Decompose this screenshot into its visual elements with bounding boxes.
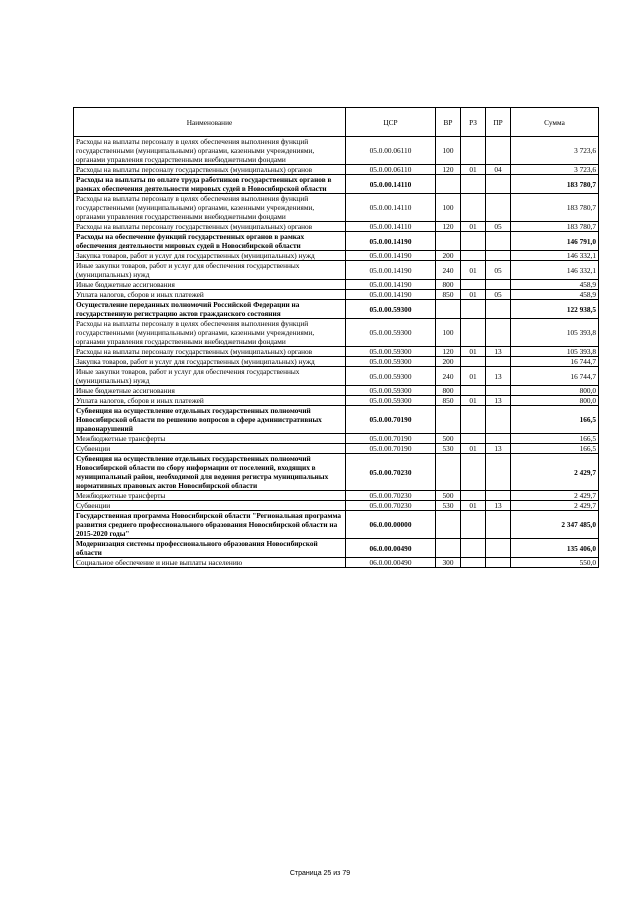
cell-pr — [486, 137, 511, 165]
table-row — [74, 280, 599, 290]
page-number: Страница 25 из 79 — [289, 870, 351, 877]
cell-name: Государственная программа Новосибирской области "Региональная программа развития среднего профессионального образования Новосибирской области на 2015-2020 годы" — [74, 511, 346, 539]
cell-csr: 05.0.00.59300 — [346, 357, 436, 367]
cell-pr: 05 — [486, 222, 511, 232]
header-vr: ВР — [436, 108, 461, 137]
cell-sum: 135 406,0 — [511, 539, 599, 558]
table-row — [74, 232, 599, 251]
cell-name: Расходы на выплаты персоналу государственных (муниципальных) органов — [74, 222, 346, 232]
header-csr: ЦСР — [346, 108, 436, 137]
cell-pr — [486, 434, 511, 444]
cell-name: Закупка товаров, работ и услуг для государственных (муниципальных) нужд — [74, 251, 346, 261]
cell-vr — [436, 300, 461, 319]
cell-rz — [461, 491, 486, 501]
cell-pr: 13 — [486, 444, 511, 454]
cell-vr: 100 — [436, 319, 461, 347]
cell-pr — [486, 194, 511, 222]
cell-rz — [461, 511, 486, 539]
cell-rz: 01 — [461, 261, 486, 280]
cell-name: Модернизация системы профессионального образования Новосибирской области — [74, 539, 346, 558]
cell-sum: 800,0 — [511, 386, 599, 396]
header-rz: РЗ — [461, 108, 486, 137]
cell-sum: 183 780,7 — [511, 222, 599, 232]
cell-name: Иные бюджетные ассигнования — [74, 386, 346, 396]
cell-csr: 05.0.00.59300 — [346, 396, 436, 406]
cell-sum: 800,0 — [511, 396, 599, 406]
cell-name: Субвенция на осуществление отдельных государственных полномочий Новосибирской области по решению вопросов в сфере административных правонарушений — [74, 406, 346, 434]
cell-sum: 166,5 — [511, 406, 599, 434]
cell-vr: 100 — [436, 137, 461, 165]
cell-vr: 300 — [436, 558, 461, 568]
cell-vr — [436, 539, 461, 558]
cell-sum: 146 791,0 — [511, 232, 599, 251]
table-body — [74, 137, 599, 568]
cell-sum: 3 723,6 — [511, 137, 599, 165]
table-row — [74, 396, 599, 406]
cell-pr — [486, 491, 511, 501]
cell-rz: 01 — [461, 222, 486, 232]
table-row — [74, 165, 599, 175]
cell-sum: 16 744,7 — [511, 367, 599, 386]
cell-csr: 05.0.00.70190 — [346, 444, 436, 454]
cell-rz — [461, 300, 486, 319]
cell-csr: 05.0.00.06110 — [346, 137, 436, 165]
cell-csr: 05.0.00.59300 — [346, 319, 436, 347]
cell-name: Осуществление переданных полномочий Российской Федерации на государственную регистрацию актов гражданского состояния — [74, 300, 346, 319]
cell-sum: 458,9 — [511, 280, 599, 290]
cell-rz — [461, 251, 486, 261]
cell-name: Расходы на выплаты персоналу государственных (муниципальных) органов — [74, 165, 346, 175]
cell-csr: 05.0.00.70230 — [346, 491, 436, 501]
cell-csr: 05.0.00.70190 — [346, 434, 436, 444]
cell-vr: 120 — [436, 347, 461, 357]
header-name: Наименование — [74, 108, 346, 137]
table-row — [74, 367, 599, 386]
table-row — [74, 261, 599, 280]
cell-pr — [486, 558, 511, 568]
table-row — [74, 347, 599, 357]
cell-rz — [461, 558, 486, 568]
cell-csr: 05.0.00.70230 — [346, 501, 436, 511]
cell-pr — [486, 175, 511, 194]
cell-sum: 2 429,7 — [511, 454, 599, 491]
cell-csr: 05.0.00.70230 — [346, 454, 436, 491]
cell-sum: 550,0 — [511, 558, 599, 568]
cell-rz: 01 — [461, 396, 486, 406]
cell-name: Расходы на обеспечение функций государственных органов в рамках обеспечения деятельности мировых судей в Новосибирской области — [74, 232, 346, 251]
cell-sum: 146 332,1 — [511, 251, 599, 261]
table-row — [74, 386, 599, 396]
cell-rz — [461, 232, 486, 251]
cell-csr: 05.0.00.59300 — [346, 300, 436, 319]
cell-name: Уплата налогов, сборов и иных платежей — [74, 396, 346, 406]
cell-name: Иные бюджетные ассигнования — [74, 280, 346, 290]
cell-vr: 800 — [436, 280, 461, 290]
cell-csr: 05.0.00.14190 — [346, 251, 436, 261]
cell-pr — [486, 319, 511, 347]
cell-sum: 122 938,5 — [511, 300, 599, 319]
cell-sum: 183 780,7 — [511, 175, 599, 194]
cell-rz — [461, 386, 486, 396]
cell-name: Расходы на выплаты по оплате труда работников государственных органов в рамках обеспечения деятельности мировых судей в Новосибирской области — [74, 175, 346, 194]
table-row — [74, 222, 599, 232]
cell-rz — [461, 357, 486, 367]
cell-rz — [461, 454, 486, 491]
cell-vr: 850 — [436, 396, 461, 406]
cell-csr: 06.0.00.00000 — [346, 511, 436, 539]
cell-name: Расходы на выплаты персоналу в целях обеспечения выполнения функций государственными (муниципальными) органами, казенными учреждениями, органами управления государственными внебюджетными фондами — [74, 137, 346, 165]
cell-vr: 120 — [436, 222, 461, 232]
cell-rz — [461, 539, 486, 558]
cell-pr — [486, 251, 511, 261]
cell-csr: 05.0.00.14110 — [346, 175, 436, 194]
cell-vr: 800 — [436, 386, 461, 396]
cell-pr — [486, 232, 511, 251]
cell-name: Межбюджетные трансферты — [74, 434, 346, 444]
table-row — [74, 501, 599, 511]
cell-pr — [486, 454, 511, 491]
cell-vr: 240 — [436, 367, 461, 386]
cell-name: Субвенция на осуществление отдельных государственных полномочий Новосибирской области по сбору информации от поселений, входящих в муниципальный район, необходимой для ведения регистра муниципальных нормативных правовых актов Новосибирской области — [74, 454, 346, 491]
cell-csr: 05.0.00.14110 — [346, 194, 436, 222]
cell-rz — [461, 406, 486, 434]
cell-csr: 05.0.00.14190 — [346, 232, 436, 251]
table-row — [74, 300, 599, 319]
cell-pr: 13 — [486, 396, 511, 406]
cell-pr: 05 — [486, 290, 511, 300]
table-row — [74, 558, 599, 568]
table-row — [74, 175, 599, 194]
cell-name: Закупка товаров, работ и услуг для государственных (муниципальных) нужд — [74, 357, 346, 367]
cell-pr — [486, 511, 511, 539]
cell-name: Уплата налогов, сборов и иных платежей — [74, 290, 346, 300]
cell-sum: 146 332,1 — [511, 261, 599, 280]
header-sum: Сумма — [511, 108, 599, 137]
cell-vr: 120 — [436, 165, 461, 175]
cell-name: Субвенции — [74, 444, 346, 454]
cell-sum: 105 393,8 — [511, 347, 599, 357]
cell-pr: 13 — [486, 501, 511, 511]
cell-vr: 530 — [436, 444, 461, 454]
cell-vr: 850 — [436, 290, 461, 300]
cell-pr — [486, 386, 511, 396]
table-row — [74, 511, 599, 539]
cell-vr: 200 — [436, 251, 461, 261]
cell-rz — [461, 319, 486, 347]
cell-rz: 01 — [461, 347, 486, 357]
cell-sum: 105 393,8 — [511, 319, 599, 347]
cell-sum: 2 429,7 — [511, 491, 599, 501]
cell-csr: 05.0.00.14190 — [346, 290, 436, 300]
table-row — [74, 319, 599, 347]
table-header-row — [74, 108, 599, 137]
cell-csr: 05.0.00.59300 — [346, 386, 436, 396]
cell-vr — [436, 511, 461, 539]
cell-pr — [486, 280, 511, 290]
cell-vr — [436, 406, 461, 434]
cell-vr: 500 — [436, 434, 461, 444]
cell-pr: 05 — [486, 261, 511, 280]
cell-csr: 05.0.00.06110 — [346, 165, 436, 175]
cell-csr: 06.0.00.00490 — [346, 558, 436, 568]
cell-rz — [461, 194, 486, 222]
cell-rz: 01 — [461, 367, 486, 386]
table-row — [74, 434, 599, 444]
cell-sum: 16 744,7 — [511, 357, 599, 367]
cell-rz — [461, 175, 486, 194]
table-row — [74, 137, 599, 165]
cell-pr: 13 — [486, 347, 511, 357]
header-pr: ПР — [486, 108, 511, 137]
cell-rz — [461, 137, 486, 165]
cell-rz: 01 — [461, 165, 486, 175]
table-row — [74, 357, 599, 367]
table-row — [74, 406, 599, 434]
cell-pr — [486, 357, 511, 367]
cell-rz — [461, 280, 486, 290]
cell-pr — [486, 539, 511, 558]
table-row — [74, 251, 599, 261]
cell-vr: 530 — [436, 501, 461, 511]
cell-vr — [436, 175, 461, 194]
cell-name: Иные закупки товаров, работ и услуг для обеспечения государственных (муниципальных) нужд — [74, 367, 346, 386]
cell-sum: 166,5 — [511, 444, 599, 454]
cell-vr: 200 — [436, 357, 461, 367]
cell-csr: 05.0.00.14190 — [346, 280, 436, 290]
cell-vr: 100 — [436, 194, 461, 222]
table-row — [74, 454, 599, 491]
cell-pr: 04 — [486, 165, 511, 175]
table-row — [74, 539, 599, 558]
cell-csr: 05.0.00.14110 — [346, 222, 436, 232]
cell-vr: 240 — [436, 261, 461, 280]
cell-pr: 13 — [486, 367, 511, 386]
cell-sum: 458,9 — [511, 290, 599, 300]
cell-name: Межбюджетные трансферты — [74, 491, 346, 501]
cell-sum: 183 780,7 — [511, 194, 599, 222]
cell-pr — [486, 300, 511, 319]
cell-csr: 06.0.00.00490 — [346, 539, 436, 558]
cell-vr — [436, 454, 461, 491]
cell-sum: 166,5 — [511, 434, 599, 444]
cell-csr: 05.0.00.14190 — [346, 261, 436, 280]
table-row — [74, 290, 599, 300]
cell-rz: 01 — [461, 501, 486, 511]
table-row — [74, 491, 599, 501]
cell-vr: 500 — [436, 491, 461, 501]
cell-rz: 01 — [461, 290, 486, 300]
cell-name: Расходы на выплаты персоналу в целях обеспечения выполнения функций государственными (муниципальными) органами, казенными учреждениями, органами управления государственными внебюджетными фондами — [74, 194, 346, 222]
cell-csr: 05.0.00.70190 — [346, 406, 436, 434]
cell-csr: 05.0.00.59300 — [346, 347, 436, 357]
cell-sum: 2 347 485,0 — [511, 511, 599, 539]
cell-name: Иные закупки товаров, работ и услуг для обеспечения государственных (муниципальных) нужд — [74, 261, 346, 280]
cell-vr — [436, 232, 461, 251]
cell-name: Расходы на выплаты персоналу государственных (муниципальных) органов — [74, 347, 346, 357]
cell-name: Социальное обеспечение и иные выплаты населению — [74, 558, 346, 568]
cell-csr: 05.0.00.59300 — [346, 367, 436, 386]
cell-sum: 3 723,6 — [511, 165, 599, 175]
cell-rz: 01 — [461, 444, 486, 454]
cell-rz — [461, 434, 486, 444]
cell-name: Субвенции — [74, 501, 346, 511]
cell-sum: 2 429,7 — [511, 501, 599, 511]
table-row — [74, 444, 599, 454]
cell-name: Расходы на выплаты персоналу в целях обеспечения выполнения функций государственными (муниципальными) органами, казенными учреждениями, органами управления государственными внебюджетными фондами — [74, 319, 346, 347]
budget-table — [73, 107, 599, 568]
cell-pr — [486, 406, 511, 434]
table-row — [74, 194, 599, 222]
